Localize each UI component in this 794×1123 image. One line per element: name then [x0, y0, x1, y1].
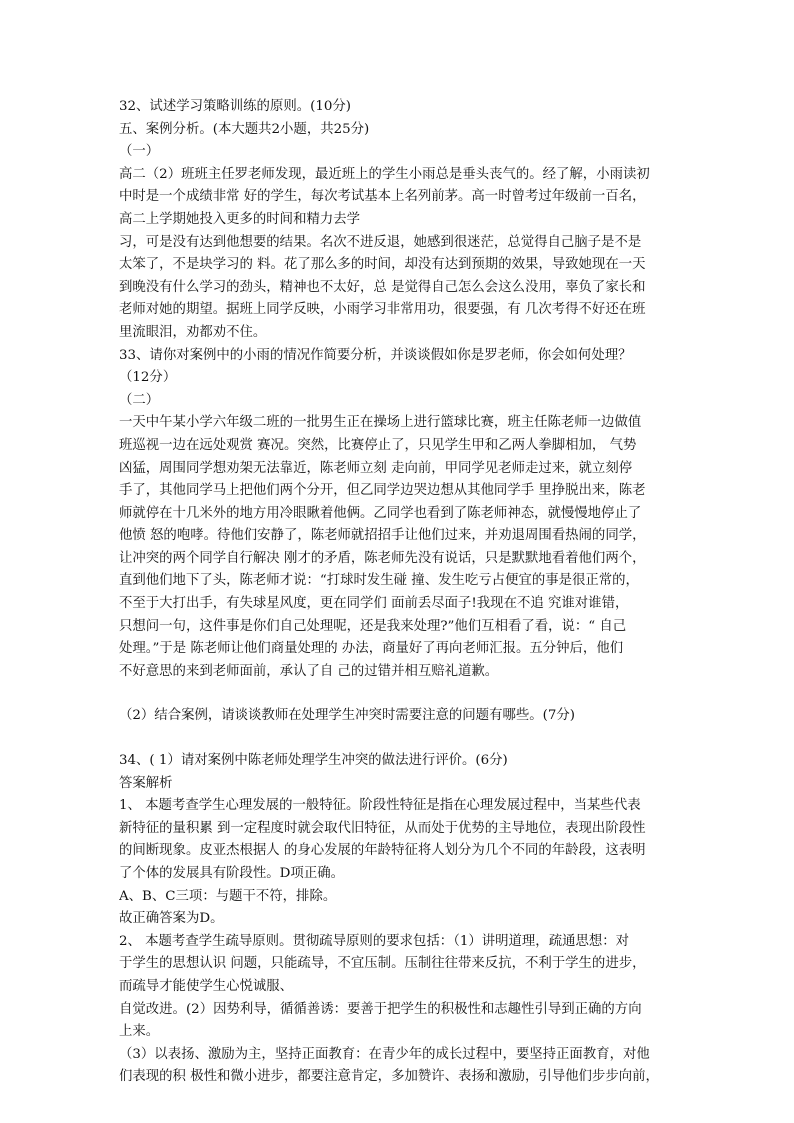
- case-2-text: 班巡视一边在远处观赏 赛况。突然，比赛停止了，只见学生甲和乙两人拳脚相加， 气势: [119, 437, 637, 453]
- answer-2-text: 而疏导才能使学生心悦诚服、: [119, 978, 294, 994]
- question-32: 32、试述学习策略训练的原则。(10分): [119, 99, 351, 114]
- answer-1-text: A、B、C三项：与题干不符，排除。: [119, 888, 337, 904]
- question-33-score: （12分）: [119, 370, 177, 386]
- case-1-text: 太笨了，不是块学习的 料。花了那么多的时间，却没有达到预期的效果，导致她现在一天: [119, 257, 646, 273]
- case-2-text: 不好意思的来到老师面前，承认了自 己的过错并相互赔礼道歉。: [119, 663, 499, 679]
- case-1-text: 里流眼泪，劝都劝不住。: [119, 324, 267, 340]
- case-2-text: 不至于大打出手，有失球星风度，更在同学们 面前丢尽面子!我现在不追 究谁对谁错，: [119, 596, 629, 612]
- case-1-text: 高二上学期她投入更多的时间和精力去学: [119, 211, 361, 227]
- answer-1-text: 了个体的发展具有阶段性。D项正确。: [119, 866, 344, 881]
- case-1-text: 老师对她的期望。据班上同学反映，小雨学习非常用功，很要强，有 几次考得不好还在班: [119, 302, 646, 318]
- case-2-text: 让冲突的两个同学自行解决 刚才的矛盾，陈老师先没有说话，只是默默地看着他们两个，: [119, 550, 646, 566]
- case-1-text: 高二（2）班班主任罗老师发现，最近班上的学生小雨总是垂头丧气的。经了解，小雨读初: [119, 166, 650, 182]
- case-2-text: 只想问一句，这件事是你们自己处理呢，还是我来处理?”他们互相看了看，说：“ 自己: [119, 618, 627, 634]
- case-1-label: （一）: [119, 144, 160, 160]
- answer-heading: 答案解析: [119, 775, 173, 791]
- question-34-part-2: （2）结合案例，请谈谈教师在处理学生冲突时需要注意的问题有哪些。(7分): [119, 708, 575, 724]
- answer-2-text: 自觉改进。(2）因势利导，循循善诱：要善于把学生的积极性和志趣性引导到正确的方向: [119, 1001, 642, 1017]
- answer-2-text: 上来。: [119, 1024, 160, 1040]
- case-2-text: 凶猛，周围同学想劝架无法靠近，陈老师立刻 走向前，甲同学见老师走过来，就立刻停: [119, 460, 633, 476]
- answer-1-text: 故正确答案为D。: [119, 911, 224, 927]
- question-34-part-1: 34、( 1）请对案例中陈老师处理学生冲突的做法进行评价。(6分): [119, 753, 508, 769]
- case-2-text: 直到他们地下了头，陈老师才说：“打球时发生碰 撞、发生吃亏占便宜的事是很正常的，: [119, 573, 639, 589]
- answer-2-text: 2、 本题考查学生疏导原则。贯彻疏导原则的要求包括：（1）讲明道理，疏通思想：对: [119, 933, 630, 949]
- case-2-text: 师就停在十几米外的地方用冷眼瞅着他俩。乙同学也看到了陈老师神态，就慢慢地停止了: [119, 505, 642, 521]
- case-1-text: 到晚没有什么学习的劲头，精神也不太好，总 是觉得自己怎么会这么没用，辜负了家长和: [119, 279, 646, 295]
- answer-1-text: 的间断现象。皮亚杰根据人 的身心发展的年龄特征将人划分为几个不同的年龄段，这表明: [119, 843, 646, 859]
- section-5-heading: 五、案例分析。(本大题共2小题，共25分): [119, 121, 370, 137]
- case-2-text: 处理。”于是 陈老师让他们商量处理的 办法，商量好了再向老师汇报。五分钟后，他们: [119, 641, 624, 657]
- case-2-text: 他愤 怒的咆哮。待他们安静了，陈老师就招招手让他们过来，并劝退周围看热闹的同学，: [119, 528, 646, 544]
- case-2-text: 手了，其他同学马上把他们两个分开，但乙同学边哭边想从其他同学手 里挣脱出来，陈老: [119, 483, 646, 499]
- answer-2-text: （3）以表扬、激励为主，坚持正面教育：在青少年的成长过程中，要坚持正面教育，对他: [119, 1046, 650, 1062]
- answer-2-text: 于学生的思想认识 问题，只能疏导，不宜压制。压制往往带来反抗，不利于学生的进步，: [119, 956, 646, 972]
- answer-1-text: 新特征的量积累 到一定程度时就会取代旧特征，从而处于优势的主导地位，表现出阶段性: [119, 820, 646, 836]
- answer-2-text: 们表现的积 极性和微小进步，都要注意肯定，多加赞许、表扬和激励，引导他们步步向前，: [119, 1069, 659, 1085]
- case-2-label: （二）: [119, 392, 160, 408]
- case-1-text: 习，可是没有达到他想要的结果。名次不进反退，她感到很迷茫，总觉得自己脑子是不是: [119, 234, 642, 250]
- answer-1-text: 1、 本题考查学生心理发展的一般特征。阶段性特征是指在心理发展过程中，当某些代表: [119, 798, 641, 814]
- case-1-text: 中时是一个成绩非常 好的学生，每次考试基本上名列前茅。高一时曾考过年级前一百名，: [119, 189, 646, 205]
- question-33: 33、请你对案例中的小雨的情况作简要分析，并谈谈假如你是罗老师，你会如何处理？: [119, 347, 632, 363]
- case-2-text: 一天中午某小学六年级二班的一批男生正在操场上进行篮球比赛，班主任陈老师一边做值: [119, 415, 642, 431]
